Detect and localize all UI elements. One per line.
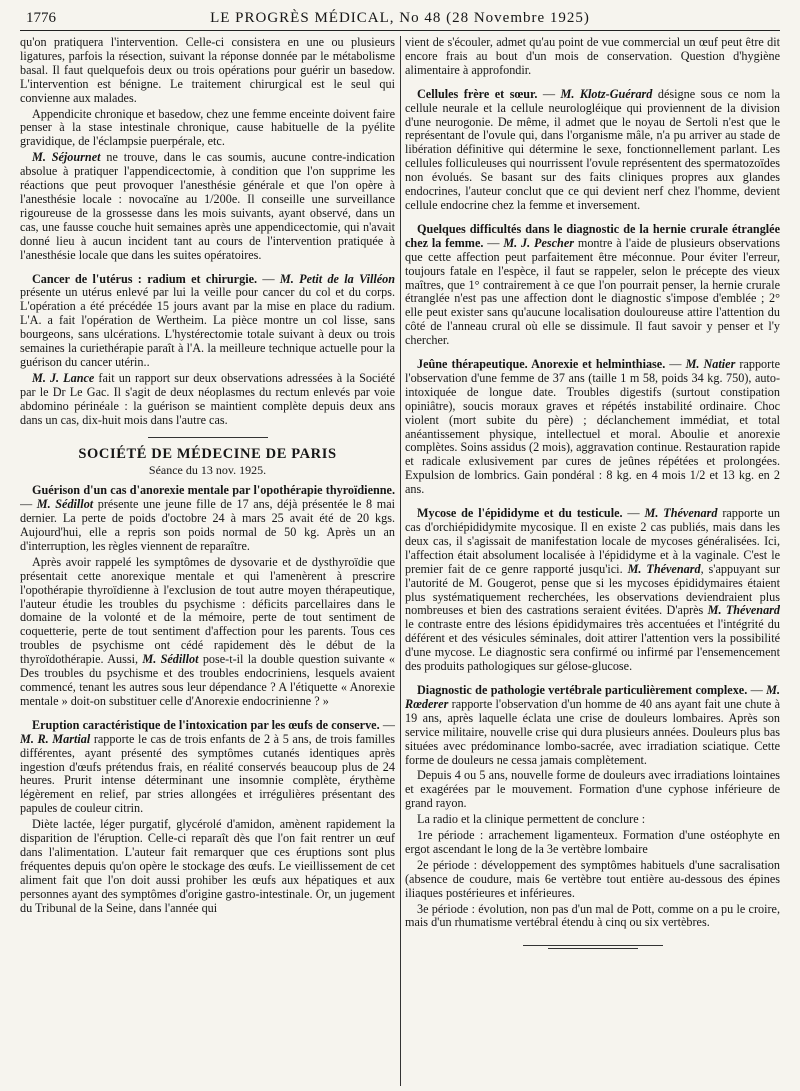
author-name: M. Thévenard: [703, 603, 780, 618]
paragraph: [405, 684, 780, 767]
society-heading: SOCIÉTÉ DE MÉDECINE DE PARIS: [78, 446, 337, 463]
dash: —: [747, 682, 767, 697]
author-name: M. Sédillot: [36, 497, 94, 512]
left-column: [20, 36, 395, 1086]
section-title: Diagnostic de pathologie vertébrale particulièrement complexe.: [417, 682, 748, 697]
right-column: [405, 36, 780, 1086]
paragraph: La radio et la clinique permettent de conclure :: [417, 812, 646, 827]
page-number: 1776: [26, 10, 56, 26]
dash: —: [622, 506, 645, 521]
journal-title: LE PROGRÈS MÉDICAL, No 48 (28 Novembre 1925): [210, 10, 590, 26]
dash: —: [379, 717, 395, 732]
paragraph: [405, 358, 780, 497]
dash: —: [483, 235, 504, 250]
paragraph-text: pose-t-il la double question suivante « Des troubles du psychisme et des troubles endocriniens, lesquels avaient commencé, tenant les autres sous leur dépendance ? A l'étiquette « Anorexie mentale » doit-on substituer celle d'Anorexie endocrinienne ? »: [20, 652, 395, 708]
paragraph: Depuis 4 ou 5 ans, nouvelle forme de douleurs avec irradiations lointaines et exagérées par le mouvement. Formation d'une cyphose inférieure de grand rayon.: [405, 768, 780, 811]
author-name: M. Rœderer: [405, 682, 780, 711]
paragraph-text: rapporte un cas d'orchiépididymite mycosique. Il en existe 2 cas publiés, mais dans les deux cas, il s'agissait de manifestation locale de mycoses généralisées. Ici, l'affection était absolument localisée à l'épididyme et à la vaginale. C'est le premier fait de ce genre rapporté jusqu'ici.: [405, 506, 780, 576]
section-title: Mycose de l'épididyme et du testicule.: [417, 506, 623, 521]
paragraph-text: présente une jeune fille de 17 ans, déjà présentée le 8 mai dernier. La perte de poids d'octobre 24 à mars 25 avait été de 20 kgs. Aujourd'hui, elle a repris son poids normal de 50 kg. Après un an d'interruption, les règles viennent de reparaître.: [20, 497, 395, 553]
text-columns: [20, 36, 780, 1086]
paragraph: qu'on pratiquera l'intervention. Celle-ci consistera en une ou plusieurs ligatures, parfois la résection, suivant la réponse donnée par le métabolisme basal. Il faut quelquefois deux ou trois opérations pour guérir un basedow. L'intervention est bénigne. Le traitement chirurgical est le seul qui convienne aux malades.: [20, 36, 395, 105]
paragraph: [405, 507, 780, 674]
author-name: M. R. Martial: [20, 731, 91, 746]
paragraph-text: ne trouve, dans le cas soumis, aucune contre-indication absolue à pratiquer l'appendicectomie, à condition que l'on supprime les réactions que peut provoquer l'anesthésie générale et que l'on opère à l'anesthésie locale : novocaïne au 1/200e. Il conseille une surveillance rigoureuse de la grossesse dans les mois suivants, ayant observé, dans un cas, une fausse couche huit semaines après une appendicectomie, qui n'avait donné lieu à aucun incident tant au cours de l'intervention pratiquée à l'anesthésie locale que dans les suites opératoires.: [20, 150, 395, 262]
section-title: Jeûne thérapeutique. Anorexie et helminthiase.: [417, 357, 666, 372]
session-date: Séance du 13 nov. 1925.: [148, 463, 267, 478]
paragraph: vient de s'écouler, admet qu'au point de vue commercial un œuf peut être dit encore frais au bout d'un mois de conservation. Question d'hygiène alimentaire à approfondir.: [405, 36, 780, 77]
section-title: Guérison d'un cas d'anorexie mentale par l'opothérapie thyroïdienne.: [32, 483, 395, 498]
paragraph-text: montre à l'aide de plusieurs observations que cette affection peut parfaitement être méconnue. Pour éviter l'erreur, toujours fatale en l'espèce, il faut se rappeler, selon le précepte des vieux maîtres, que 1° contrairement à ce que l'on pourrait penser, la hernie crurale étranglée n'est pas une affection dont le diagnostic s'impose d'emblée ; 2° elle peut exister sans qu'aucune localisation douloureuse attire l'attention du côté de l'anneau crural où elle se dissimule. Il faut savoir y penser et l'y chercher.: [405, 235, 780, 348]
author-name: M. Petit de la Villéon: [279, 271, 395, 286]
paragraph-text: Après avoir rappelé les symptômes de dysovarie et de dysthyroïdie que présentait cette anorexique mentale et qui l'amenèrent à prescrire l'opothérapie thyroïdienne à l'exclusion de tout autre moyen thérapeutique, l'auteur étudie les troubles du psychisme : déficits parcellaires dans le domaine de la volonté et de la mémoire, perte de tout sentiment de coquetterie, perte de tout sentiment d'affection pour les parents. Tous ces troubles de psychisme ont cédé rapidement dès le début de la thyroïdothérapie. Aussi,: [20, 554, 395, 667]
paragraph: Diète lactée, léger purgatif, glycérolé d'amidon, amènent rapidement la disparition de l'éruption. Celle-ci reparaît dès que l'on fait rentrer un œuf dans l'alimentation. L'auteur fait remarquer que ces éruptions sont plus fréquentes depuis qu'on opère le stockage des œufs. Le vieillissement de cet aliment fait que l'on doit aussi prohiber les œufs aux hépatiques et aux personnes ayant des symptômes d'origine gastro-intestinale. Or, un jugement du Tribunal de la Seine, dans l'année qui: [20, 817, 395, 915]
author-name: M. Thévenard: [644, 506, 718, 521]
paragraph-text: rapporte l'observation d'un homme de 40 ans ayant fait une chute à 19 ans, après laquelle éclata une crise de douleurs lombaires. Après son service militaire, nouvelle crise qui dura plusieurs années. Douleurs plus bas situées avec prédominance lombo-sacrée, avec irradiation sciatique. Cette forme de douleurs ne cessa jamais complètement.: [405, 696, 780, 767]
paragraph: Appendicite chronique et basedow, chez une femme enceinte doivent faire penser à la stase intestinale chronique, cause habituelle de la pyélite gravidique, de l'éclampsie puerpérale, etc.: [20, 106, 395, 149]
paragraph-text: fait un rapport sur deux observations adressées à la Société par le Dr Le Gac. Il s'agit de deux néoplasmes du rectum enlevés par voie abdomino périnéale : la guérison se maintient complète depuis deux ans dans un cas, dix-huit mois dans l'autre cas.: [20, 370, 395, 427]
paragraph: [405, 223, 780, 348]
paragraph: 2e période : développement des symptômes habituels d'une sacralisation (absence de coudure, mais 6e vertèbre tout entière au-dessous des épines iliaques postérieures et inférieures.: [405, 857, 780, 900]
dash: —: [257, 271, 280, 286]
paragraph-text: , s'appuyant sur l'autorité de M. Gougerot, pense que si les mycoses épididymaires étaient plus systématiquement recherchées, les observations deviendraient plus nombreuses et bien des castrations seraient évitées. D'après: [405, 561, 780, 618]
paragraph: [20, 556, 395, 709]
column-divider: [400, 36, 401, 1086]
section-title: Quelques difficultés dans le diagnostic de la hernie crurale étranglée chez la femme.: [405, 221, 780, 250]
paragraph-text: présente un utérus enlevé par lui la veille pour cancer du col et du corps. L'opération a été précédée 15 jours avant par la mise en place du radium. L'A. a fait l'opération de Wertheim. La pièce montre un col lisse, sans bourgeons, sans ulcérations. L'hystérectomie totale suivant à deux ou trois semaines la curiethérapie paraît à l'A. la meilleure technique actuelle pour la guérison du cancer utérin..: [20, 285, 395, 369]
paragraph-text: rapporte l'observation d'une femme de 37 ans (taille 1 m 58, poids 34 kg. 750), auto-intoxiquée de longue date. Troubles digestifs (surtout constipation opiniâtre), soucis moraux graves et répétés instabilité ordinaire. Choc violent (mort subite du père) ; déclanchement immédiat, et total anéantissement physique, intellectuel et moral. Aboulie et anorexie complètes. Soins assidus (2 mois), aggravation continue. Restauration rapide et radicale exlusivement par cures de jeûnes répétées et prolongées. Expulsion de lombrics. Gain pondéral : 8 kg. en 4 mois 1/2 et 13 kg. en 2 ans.: [405, 357, 780, 497]
paragraph: [20, 151, 395, 262]
paragraph: [20, 372, 395, 428]
author-name: M. Klotz-Guérard: [560, 86, 653, 101]
author-name: M. J. Lance: [32, 370, 95, 385]
paragraph-text: rapporte le cas de trois enfants de 2 à 5 ans, de trois familles différentes, ayant présenté des symptômes cutanés identiques après ingestion d'œufs prétendus frais, en réalité conservés beaucoup plus de 24 heures. Prurit intense déterminant une insomnie complète, érythème légèrement en relief, par stries allongées et irrégulières présentant des papules de couleur citrin.: [20, 731, 395, 816]
paragraph: [405, 88, 780, 213]
paragraph: [20, 719, 395, 816]
author-name: M. Thévenard: [622, 561, 701, 576]
section-divider: [148, 437, 268, 438]
page-header: [20, 8, 780, 31]
end-ornament: [523, 940, 663, 952]
paragraph: [20, 273, 395, 370]
author-name: M. Séjournet: [32, 150, 101, 165]
author-name: M. Natier: [685, 357, 736, 372]
paragraph-text: désigne sous ce nom la cellule neurale et la cellule neurologléique qui proviennent de la division d'une neurogonie. De même, il admet que le noyau de Sertoli n'est que le représentant de l'ovule qui, dans l'organisme mâle, n'a pu arriver au stade de libération définitive qui détermine le sexe, fonctionnellement parlant. Les cellules folliculeuses qui nourrissent l'ovule représentent des spermatozoïdes non évolués. Se basant sur des faits cliniques propres aux glandes endocrines, l'auteur conclut que ce qui devient nerf chez l'homme, devient cellule endocrine chez la femme et inversement.: [405, 86, 780, 212]
dash: —: [537, 86, 561, 101]
section-title: Cancer de l'utérus : radium et chirurgie.: [32, 271, 258, 286]
section-title: Cellules frère et sœur.: [417, 86, 538, 101]
author-name: M. Sédillot: [138, 652, 199, 667]
author-name: M. J. Pescher: [503, 235, 574, 250]
paragraph: [20, 484, 395, 554]
section-title: Eruption caractéristique de l'intoxication par les œufs de conserve.: [32, 717, 380, 732]
dash: —: [20, 497, 37, 512]
paragraph: 1re période : arrachement ligamenteux. Formation d'une ostéophyte en ergot ascendant le long de la 3e vertèbre lombaire: [405, 828, 780, 856]
dash: —: [665, 357, 686, 372]
paragraph-text: le contraste entre des lésions épididymaires très accentuées et l'intégrité du déférent et des vésicules séminales, doit attirer l'attention vers la possibilité d'une mycose. Le diagnostic sera confirmé ou infirmé par l'ensemencement des produits pathologiques sur gélose-glucose.: [405, 617, 780, 674]
paragraph: 3e période : évolution, non pas d'un mal de Pott, comme on a pu le croire, mais d'un rhumatisme vertébral étendu à cinq ou six vertèbres.: [405, 901, 780, 930]
